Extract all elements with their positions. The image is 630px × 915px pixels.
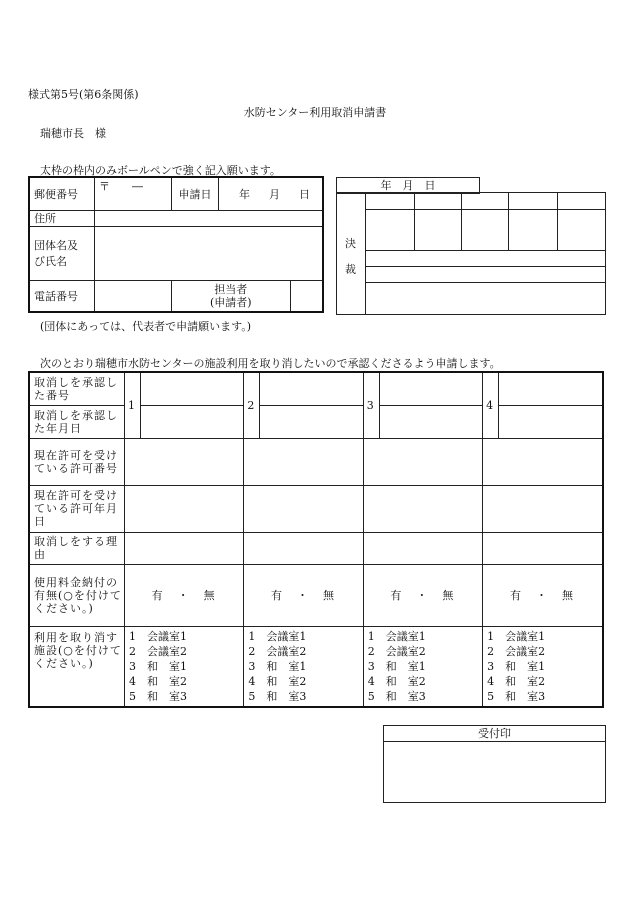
reason-1[interactable] xyxy=(125,532,244,564)
facility-option[interactable]: 5 和 室3 xyxy=(367,689,426,703)
facility-option[interactable]: 3 和 室1 xyxy=(367,659,426,673)
approval-label-1: 決 xyxy=(345,237,356,250)
permit-date-4[interactable] xyxy=(483,485,603,532)
approved-number-1[interactable] xyxy=(141,372,244,405)
facility-option[interactable]: 4 和 室2 xyxy=(248,674,307,688)
contact-label-line1: 担当者 xyxy=(214,283,248,296)
facility-option[interactable]: 3 和 室1 xyxy=(129,659,187,673)
permit-date-label: 現在許可を受けている許可年月日 xyxy=(29,485,125,532)
col-number-1: 1 xyxy=(125,372,141,438)
facility-option[interactable]: 5 和 室3 xyxy=(487,689,546,703)
facility-option[interactable]: 1 会議室1 xyxy=(248,629,307,643)
date-field[interactable]: 年 月 日 xyxy=(219,177,324,211)
group-label: 団体名及び氏名 xyxy=(29,227,95,281)
permit-number-3[interactable] xyxy=(363,438,482,485)
address-field[interactable] xyxy=(95,211,324,227)
permit-number-1[interactable] xyxy=(125,438,244,485)
facility-option[interactable]: 1 会議室1 xyxy=(129,629,187,643)
fee-paid-3[interactable]: 有 ・ 無 xyxy=(363,564,482,626)
permit-date-2[interactable] xyxy=(244,485,363,532)
fee-paid-label: 使用料金納付の有無(○を付けてください。) xyxy=(29,564,125,626)
approved-date-4[interactable] xyxy=(499,405,603,438)
facility-option[interactable]: 3 和 室1 xyxy=(487,659,546,673)
page-title: 水防センター利用取消申請書 xyxy=(243,106,387,119)
approved-date-label: 取消しを承認した年月日 xyxy=(29,405,125,438)
contact-label-line2: (申請者) xyxy=(210,296,252,309)
facility-option[interactable]: 5 和 室3 xyxy=(129,689,187,703)
facility-option[interactable]: 5 和 室3 xyxy=(248,689,307,703)
group-field[interactable] xyxy=(95,227,324,281)
facility-option[interactable]: 2 会議室2 xyxy=(248,644,307,658)
facility-option[interactable]: 4 和 室2 xyxy=(487,674,546,688)
facility-option[interactable]: 1 会議室1 xyxy=(367,629,426,643)
reason-2[interactable] xyxy=(244,532,363,564)
permit-date-3[interactable] xyxy=(363,485,482,532)
facility-option[interactable]: 2 会議室2 xyxy=(487,644,546,658)
reason-3[interactable] xyxy=(363,532,482,564)
approved-number-4[interactable] xyxy=(499,372,603,405)
phone-field[interactable] xyxy=(95,281,172,313)
facility-option[interactable]: 1 会議室1 xyxy=(487,629,546,643)
facility-option[interactable]: 4 和 室2 xyxy=(129,674,187,688)
permit-number-4[interactable] xyxy=(483,438,603,485)
instruction-text: 太枠の枠内のみボールペンで強く記入願います。 xyxy=(40,164,281,177)
facilities-1[interactable] xyxy=(125,626,244,707)
approved-number-label: 取消しを承認した番号 xyxy=(29,372,125,405)
receipt-label: 受付印 xyxy=(384,726,605,742)
representative-note: (団体にあっては、代表者で申請願います。) xyxy=(40,320,252,333)
approval-date: 年 月 日 xyxy=(336,177,480,194)
contact-field[interactable] xyxy=(290,281,323,313)
approved-date-1[interactable] xyxy=(141,405,244,438)
permit-date-1[interactable] xyxy=(125,485,244,532)
receipt-stamp-box xyxy=(383,725,606,803)
addressee: 瑞穂市長 様 xyxy=(40,127,106,140)
postal-label: 郵便番号 xyxy=(29,177,95,211)
approved-date-3[interactable] xyxy=(379,405,482,438)
date-label: 申請日 xyxy=(172,177,219,211)
approval-label-2: 裁 xyxy=(345,263,356,276)
reason-label: 取消しをする理由 xyxy=(29,532,125,564)
approved-date-2[interactable] xyxy=(260,405,363,438)
facility-option[interactable]: 2 会議室2 xyxy=(367,644,426,658)
permit-number-label: 現在許可を受けている許可番号 xyxy=(29,438,125,485)
col-number-2: 2 xyxy=(244,372,260,438)
approved-number-2[interactable] xyxy=(260,372,363,405)
fee-paid-2[interactable]: 有 ・ 無 xyxy=(244,564,363,626)
facilities-2[interactable] xyxy=(244,626,363,707)
approval-box xyxy=(336,192,606,315)
phone-label: 電話番号 xyxy=(29,281,95,313)
facilities-4[interactable] xyxy=(483,626,603,707)
col-number-3: 3 xyxy=(363,372,379,438)
permit-number-2[interactable] xyxy=(244,438,363,485)
address-label: 住所 xyxy=(29,211,95,227)
postal-field[interactable]: 〒 ― xyxy=(95,177,172,211)
col-number-4: 4 xyxy=(483,372,499,438)
main-instruction: 次のとおり瑞穂市水防センターの施設利用を取り消したいので承認くださるよう申請します。 xyxy=(40,357,501,370)
facility-option[interactable]: 3 和 室1 xyxy=(248,659,307,673)
approved-number-3[interactable] xyxy=(379,372,482,405)
facilities-3[interactable] xyxy=(363,626,482,707)
reason-4[interactable] xyxy=(483,532,603,564)
facility-option[interactable]: 4 和 室2 xyxy=(367,674,426,688)
facilities-label: 利用を取り消す施設(○を付けてください。) xyxy=(29,626,125,707)
fee-paid-4[interactable]: 有 ・ 無 xyxy=(483,564,603,626)
contact-label xyxy=(172,281,291,313)
facility-option[interactable]: 2 会議室2 xyxy=(129,644,187,658)
form-number: 様式第5号(第6条関係) xyxy=(28,88,139,101)
fee-paid-1[interactable]: 有 ・ 無 xyxy=(125,564,244,626)
approval-label xyxy=(337,193,366,314)
applicant-table xyxy=(28,176,324,313)
cancellation-table xyxy=(28,371,604,708)
